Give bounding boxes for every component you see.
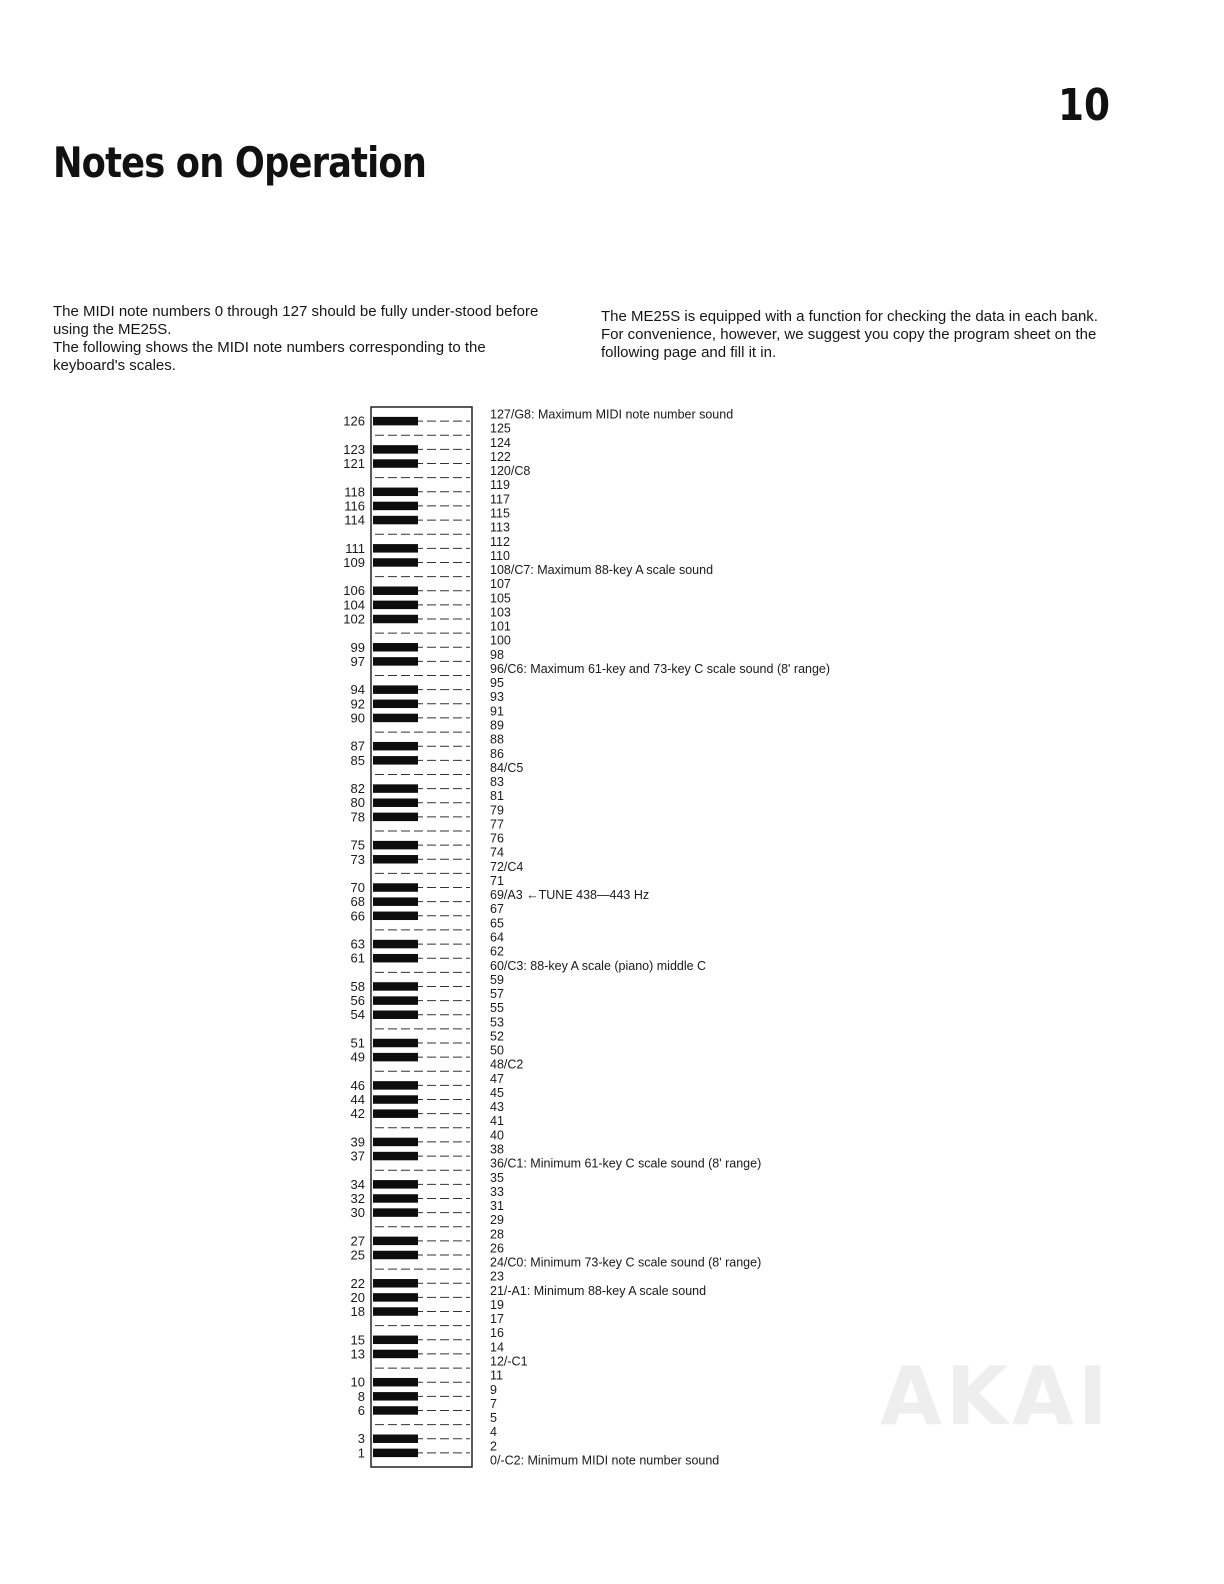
white-key-label: 16	[490, 1326, 504, 1341]
white-key-label: 76	[490, 831, 504, 846]
black-key	[373, 742, 418, 750]
black-key-label: 111	[345, 540, 365, 556]
white-key-label: 9	[490, 1382, 497, 1397]
white-key-label: 74	[490, 845, 504, 860]
white-key-label: 43	[490, 1100, 504, 1115]
white-key-label: 115	[490, 506, 510, 521]
white-key-label: 45	[490, 1085, 504, 1100]
black-key-label: 25	[350, 1247, 365, 1263]
intro-right	[601, 308, 1106, 362]
black-key	[373, 897, 418, 905]
black-key	[373, 1392, 418, 1400]
black-key-label: 54	[350, 1007, 365, 1023]
black-key-label: 87	[350, 738, 365, 754]
white-key-label: 33	[490, 1184, 504, 1199]
black-key-label: 6	[357, 1402, 365, 1418]
black-key-label: 94	[350, 682, 365, 698]
black-key	[373, 459, 418, 467]
black-key	[373, 855, 418, 863]
white-key-label: 17	[490, 1312, 504, 1327]
white-key-label: 88	[490, 732, 504, 747]
white-key-label: 119	[490, 478, 510, 493]
black-key-label: 82	[350, 781, 365, 797]
black-key-label: 20	[350, 1289, 365, 1305]
white-key-label: 69/A3 ←TUNE 438—443 Hz	[490, 888, 650, 903]
black-key-label: 104	[343, 597, 365, 613]
black-key	[373, 1237, 418, 1245]
black-key	[373, 488, 418, 496]
black-key-label: 114	[344, 512, 365, 528]
black-key	[373, 544, 418, 552]
white-key-label: 86	[490, 746, 504, 761]
black-key	[373, 1109, 418, 1117]
white-key-label: 59	[490, 972, 504, 987]
white-key-label: 53	[490, 1015, 504, 1030]
black-key	[373, 643, 418, 651]
black-key	[373, 1279, 418, 1287]
black-key-label: 42	[350, 1106, 365, 1122]
black-key-label: 118	[344, 484, 365, 500]
black-key-label: 66	[350, 908, 365, 924]
black-key-label: 39	[350, 1134, 365, 1150]
black-key-label: 30	[350, 1205, 365, 1221]
white-key-label: 89	[490, 718, 504, 733]
white-key-label: 84/C5	[490, 760, 524, 775]
white-key-label: 83	[490, 775, 504, 790]
black-key	[373, 1251, 418, 1259]
white-key-label: 21/-A1: Minimum 88-key A scale sound	[490, 1283, 707, 1298]
white-key-label: 57	[490, 987, 504, 1002]
black-key	[373, 1152, 418, 1160]
black-key-label: 109	[343, 554, 365, 570]
black-key-label: 106	[343, 583, 365, 599]
white-key-label: 107	[490, 577, 511, 592]
black-key-label: 70	[350, 880, 365, 896]
black-key	[373, 516, 418, 524]
black-key	[373, 615, 418, 623]
black-key	[373, 445, 418, 453]
black-key-label: 22	[350, 1275, 365, 1291]
white-key-label: 47	[490, 1071, 504, 1086]
black-key-label: 63	[350, 936, 365, 952]
black-key	[373, 1138, 418, 1146]
black-key-label: 126	[343, 413, 365, 429]
black-key	[373, 1180, 418, 1188]
white-key-label: 23	[490, 1269, 504, 1284]
white-key-label: 103	[490, 605, 511, 620]
black-key	[373, 1378, 418, 1386]
black-key	[373, 1208, 418, 1216]
black-key	[373, 996, 418, 1004]
white-key-label: 50	[490, 1043, 504, 1058]
black-key	[373, 685, 418, 693]
black-key	[373, 1307, 418, 1315]
white-key-label: 41	[490, 1114, 504, 1129]
white-key-label: 29	[490, 1213, 504, 1228]
white-key-label: 101	[490, 619, 511, 634]
intro-left	[53, 303, 553, 375]
white-key-label: 79	[490, 803, 504, 818]
white-key-label: 0/-C2: Minimum MIDI note number sound	[490, 1453, 720, 1468]
midi-keyboard-diagram	[330, 400, 950, 1485]
black-key	[373, 1406, 418, 1414]
white-key-label: 55	[490, 1001, 504, 1016]
white-key-label: 95	[490, 676, 504, 691]
black-key-label: 27	[350, 1233, 365, 1249]
white-key-label: 19	[490, 1297, 504, 1312]
black-key	[373, 841, 418, 849]
white-key-label: 98	[490, 647, 504, 662]
black-key	[373, 1095, 418, 1103]
black-key	[373, 417, 418, 425]
intro-left-paragraph-1: The MIDI note numbers 0 through 127 should be fully under-stood before using the ME25S.	[53, 303, 539, 338]
white-key-label: 72/C4	[490, 859, 524, 874]
black-key-label: 34	[350, 1176, 365, 1192]
white-key-label: 125	[490, 421, 511, 436]
intro-right-paragraph-1: The ME25S is equipped with a function for checking the data in each bank. For convenience, however, we suggest you copy the program sheet on the following page and fill it in.	[601, 308, 1098, 361]
intro-left-paragraph-2: The following shows the MIDI note numbers corresponding to the keyboard's scales.	[53, 339, 486, 374]
white-key-label: 81	[490, 789, 504, 804]
black-key	[373, 1293, 418, 1301]
white-key-label: 65	[490, 916, 504, 931]
white-key-label: 35	[490, 1170, 504, 1185]
black-key	[373, 798, 418, 806]
white-key-label: 48/C2	[490, 1057, 524, 1072]
black-key-label: 10	[350, 1374, 365, 1390]
white-key-label: 124	[490, 435, 511, 450]
black-key-label: 102	[343, 611, 365, 627]
white-key-label: 112	[490, 534, 510, 549]
white-key-label: 11	[490, 1368, 503, 1383]
white-key-label: 2	[490, 1439, 497, 1454]
white-key-label: 105	[490, 591, 511, 606]
black-key-label: 61	[350, 950, 365, 966]
black-key	[373, 1449, 418, 1457]
black-key-label: 1	[357, 1445, 365, 1461]
black-key-label: 75	[350, 837, 365, 853]
white-key-label: 7	[490, 1396, 497, 1411]
white-key-label: 28	[490, 1227, 504, 1242]
black-key	[373, 940, 418, 948]
white-key-label: 93	[490, 690, 504, 705]
white-key-label: 71	[490, 873, 504, 888]
black-key	[373, 1039, 418, 1047]
black-key	[373, 714, 418, 722]
black-key	[373, 586, 418, 594]
white-key-label: 38	[490, 1142, 504, 1157]
white-key-label: 36/C1: Minimum 61-key C scale sound (8' range)	[490, 1156, 762, 1171]
black-key	[373, 883, 418, 891]
white-key-label: 64	[490, 930, 504, 945]
white-key-label: 96/C6: Maximum 61-key and 73-key C scale sound (8' range)	[490, 661, 831, 676]
black-key-label: 18	[350, 1304, 365, 1320]
white-key-label: 117	[490, 492, 510, 507]
white-key-label: 120/C8	[490, 464, 531, 479]
white-key-label: 113	[490, 520, 510, 535]
logo-watermark: AKAI	[880, 1350, 1112, 1443]
black-key	[373, 1336, 418, 1344]
black-key-label: 121	[343, 456, 365, 472]
black-key	[373, 1350, 418, 1358]
black-key-label: 32	[350, 1190, 365, 1206]
black-key	[373, 784, 418, 792]
black-key-label: 85	[350, 752, 365, 768]
white-key-label: 91	[490, 704, 504, 719]
black-key	[373, 601, 418, 609]
black-key	[373, 657, 418, 665]
white-key-label: 26	[490, 1241, 504, 1256]
black-key-label: 15	[350, 1332, 365, 1348]
white-key-label: 5	[490, 1411, 497, 1426]
black-key-label: 97	[350, 653, 365, 669]
black-key-label: 56	[350, 993, 365, 1009]
black-key	[373, 912, 418, 920]
black-key-label: 78	[350, 809, 365, 825]
black-key-label: 80	[350, 795, 365, 811]
white-key-label: 77	[490, 817, 504, 832]
black-key	[373, 1194, 418, 1202]
black-key-label: 92	[350, 696, 365, 712]
black-key-label: 46	[350, 1077, 365, 1093]
black-key	[373, 1010, 418, 1018]
black-key	[373, 954, 418, 962]
white-key-label: 122	[490, 449, 511, 464]
black-key	[373, 1081, 418, 1089]
black-key	[373, 502, 418, 510]
black-key-label: 99	[350, 639, 365, 655]
black-key	[373, 756, 418, 764]
white-key-label: 14	[490, 1340, 504, 1355]
page-title: Notes on Operation	[53, 138, 427, 187]
black-key	[373, 558, 418, 566]
white-key-label: 31	[490, 1199, 504, 1214]
white-key-label: 100	[490, 633, 511, 648]
black-key-label: 3	[357, 1431, 365, 1447]
white-key-label: 12/-C1	[490, 1354, 528, 1369]
white-key-label: 4	[490, 1425, 497, 1440]
black-key-label: 90	[350, 710, 365, 726]
black-key-label: 37	[350, 1148, 365, 1164]
black-key-label: 73	[350, 851, 365, 867]
black-key	[373, 1053, 418, 1061]
white-key-label: 40	[490, 1128, 504, 1143]
white-key-label: 67	[490, 902, 504, 917]
white-key-label: 110	[490, 548, 510, 563]
black-key-label: 68	[350, 894, 365, 910]
page-number: 10	[1057, 80, 1110, 131]
white-key-label: 24/C0: Minimum 73-key C scale sound (8' range)	[490, 1255, 762, 1270]
black-key-label: 58	[350, 978, 365, 994]
black-key	[373, 1434, 418, 1442]
black-key-label: 13	[350, 1346, 365, 1362]
white-key-label: 127/G8: Maximum MIDI note number sound	[490, 407, 734, 422]
white-key-label: 52	[490, 1029, 504, 1044]
black-key	[373, 982, 418, 990]
black-key	[373, 700, 418, 708]
black-key-label: 49	[350, 1049, 365, 1065]
black-key-label: 123	[343, 441, 365, 457]
white-key-label: 62	[490, 944, 504, 959]
white-key-label: 60/C3: 88-key A scale (piano) middle C	[490, 958, 707, 973]
black-key-label: 8	[357, 1388, 365, 1404]
black-key	[373, 813, 418, 821]
black-key-label: 44	[350, 1092, 365, 1108]
black-key-label: 51	[350, 1035, 365, 1051]
white-key-label: 108/C7: Maximum 88-key A scale sound	[490, 563, 714, 578]
black-key-label: 116	[344, 498, 365, 514]
